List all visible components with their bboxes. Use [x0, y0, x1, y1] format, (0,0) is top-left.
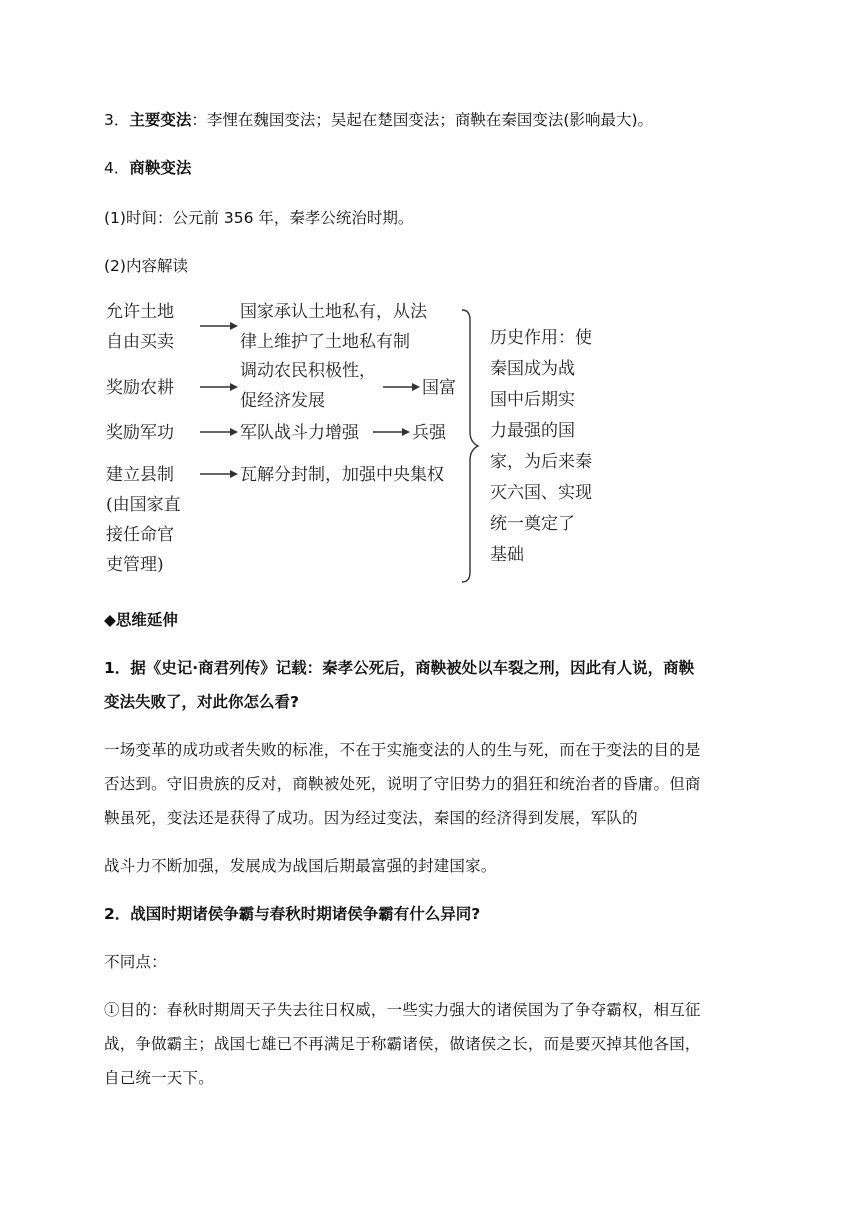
- extension-heading: ◆思维延伸: [104, 611, 178, 629]
- left-land-2: 自由买卖: [106, 332, 174, 352]
- answer-1-line-2: 否达到。守旧贵族的反对，商鞅被处死，说明了守旧势力的猖狂和统治者的昏庸。但商: [104, 775, 701, 793]
- section-3-label: 主要变法: [129, 111, 192, 129]
- question-2: 2．战国时期诸侯争霸与春秋时期诸侯争霸有什么异同?: [104, 905, 481, 923]
- mid-military: 军队战斗力增强: [240, 423, 359, 443]
- arrow-military: [200, 428, 238, 436]
- left-county-1: 建立县制: [106, 465, 174, 485]
- left-county-2: (由国家直: [106, 495, 181, 515]
- mid-county: 瓦解分封制，加强中央集权: [240, 465, 444, 485]
- answer-1-line-3: 鞅虽死，变法还是获得了成功。因为经过变法，秦国的经济得到发展，军队的: [104, 809, 638, 827]
- content-heading: (2)内容解读: [104, 257, 188, 275]
- section-4-heading: [104, 158, 191, 178]
- result-strong: 兵强: [412, 423, 446, 443]
- arrow-county: [200, 470, 238, 478]
- question-1-line-2: 变法失败了，对此你怎么看?: [104, 693, 299, 711]
- question-1-line-1: 1．据《史记·商君列传》记载：秦孝公死后，商鞅被处以车裂之刑，因此有人说，商鞅: [104, 659, 695, 677]
- effect-line-1: 历史作用：使: [490, 328, 592, 348]
- section-3-line: [104, 110, 653, 130]
- effect-line-7: 统一奠定了: [490, 514, 575, 534]
- effect-line-8: 基础: [490, 545, 524, 565]
- shang-yang-reform-diagram: [100, 292, 620, 592]
- effect-line-5: 家，为后来秦: [490, 452, 592, 472]
- effect-line-2: 秦国成为战: [490, 359, 575, 379]
- arrow-rich: [383, 383, 420, 391]
- mid-land-2: 律上维护了土地私有制: [240, 332, 410, 352]
- answer-2-diff-label: 不同点：: [104, 953, 167, 971]
- answer-2-line-1: ①目的：春秋时期周天子失去往日权威，一些实力强大的诸侯国为了争夺霸权，相互征: [104, 1001, 701, 1019]
- left-land-1: 允许土地: [106, 302, 174, 322]
- mid-farm-2: 促经济发展: [240, 391, 325, 411]
- left-military: 奖励军功: [106, 423, 174, 443]
- result-rich: 国富: [422, 378, 456, 398]
- answer-2-line-2: 战，争做霸主；战国七雄已不再满足于称霸诸侯，做诸侯之长，而是要灭掉其他各国，: [104, 1035, 701, 1053]
- mid-farm-1: 调动农民积极性，: [240, 361, 376, 381]
- answer-1-line-4: 战斗力不断加强，发展成为战国后期最富强的封建国家。: [104, 857, 497, 875]
- left-farm: 奖励农耕: [106, 378, 174, 398]
- section-4-number: 4．: [104, 159, 130, 177]
- left-county-3: 接任命官: [106, 525, 174, 545]
- effect-line-6: 灭六国、实现: [490, 483, 592, 503]
- answer-2-line-3: 自己统一天下。: [104, 1069, 214, 1087]
- mid-land-1: 国家承认土地私有，从法: [240, 302, 427, 322]
- section-3-number: 3．: [104, 111, 130, 129]
- section-3-text: ：李悝在魏国变法；吴起在楚国变法；商鞅在秦国变法(影响最大)。: [191, 111, 653, 129]
- curly-brace: [462, 310, 478, 582]
- left-county-4: 吏管理): [106, 555, 164, 575]
- section-4-label: 商鞅变法: [129, 159, 192, 177]
- effect-line-3: 国中后期实: [490, 390, 575, 410]
- arrow-land: [200, 322, 238, 330]
- arrow-strong: [373, 428, 410, 436]
- effect-line-4: 力最强的国: [490, 421, 575, 441]
- arrow-farm: [200, 383, 238, 391]
- time-line: (1)时间：公元前 356 年，秦孝公统治时期。: [104, 209, 414, 227]
- answer-1-line-1: 一场变革的成功或者失败的标准，不在于实施变法的人的生与死，而在于变法的目的是: [104, 741, 701, 759]
